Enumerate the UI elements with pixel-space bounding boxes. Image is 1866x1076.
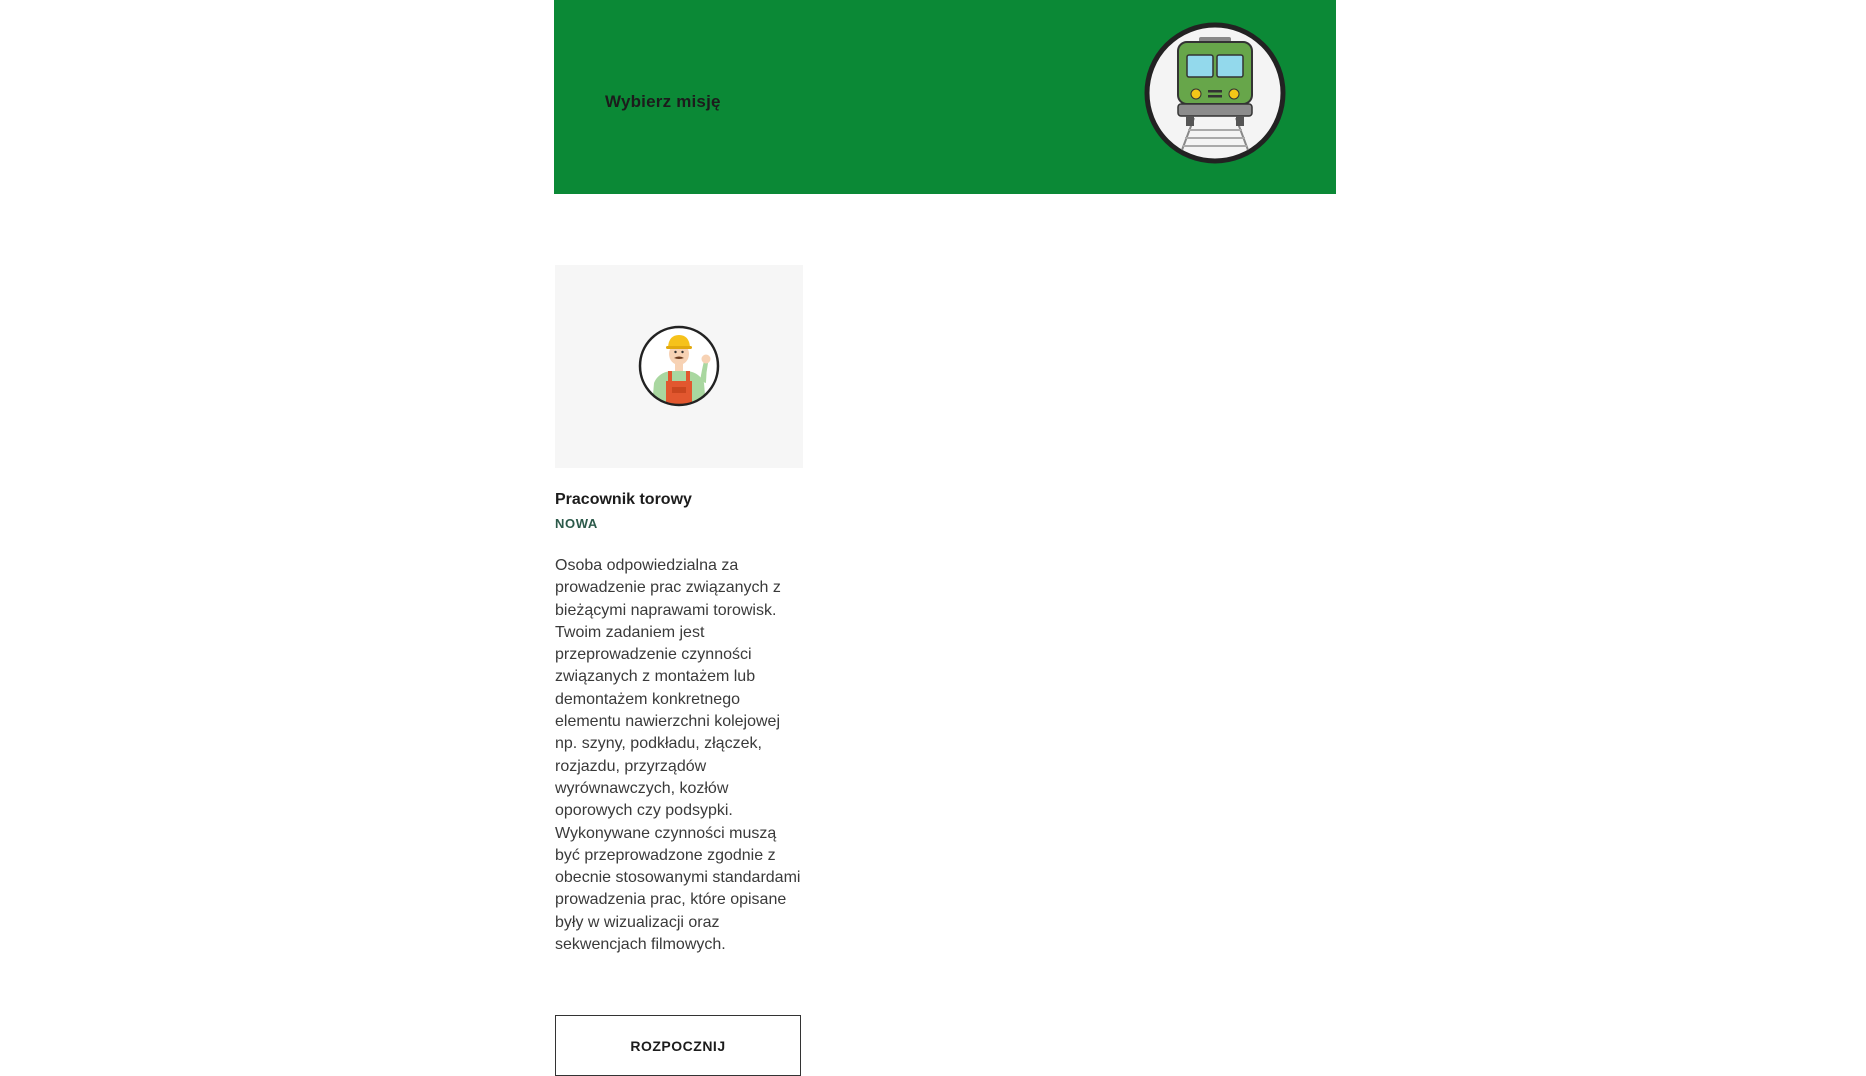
mission-header: [554, 0, 1336, 194]
card-description: Osoba odpowiedzialna za prowadzenie prac związanych z bieżącymi naprawami torowisk. Twoim zadaniem jest przeprowadzenie czynności związanych z montażem lub demontażem konkretnego elementu nawierzchni kolejowej np. szyny, podkładu, złączek, rozjazdu, przyrządów wyrównawczych, kozłów oporowych czy podsypki. Wykonywane czynności muszą być przeprowadzone zgodnie z obecnie stosowanymi standardami prowadzenia prac, które opisane były w wizualizacji oraz sekwencjach filmowych.: [555, 557, 801, 954]
train-icon: [1144, 22, 1286, 164]
status-badge: NOWA: [555, 516, 598, 531]
card-title: Pracownik torowy: [555, 491, 692, 508]
mission-card: [555, 265, 803, 956]
page-title: Wybierz misję: [605, 92, 721, 111]
start-button[interactable]: ROZPOCZNIJ: [555, 1015, 801, 1076]
card-image: [555, 265, 803, 468]
track-worker-avatar-icon: [638, 325, 720, 407]
